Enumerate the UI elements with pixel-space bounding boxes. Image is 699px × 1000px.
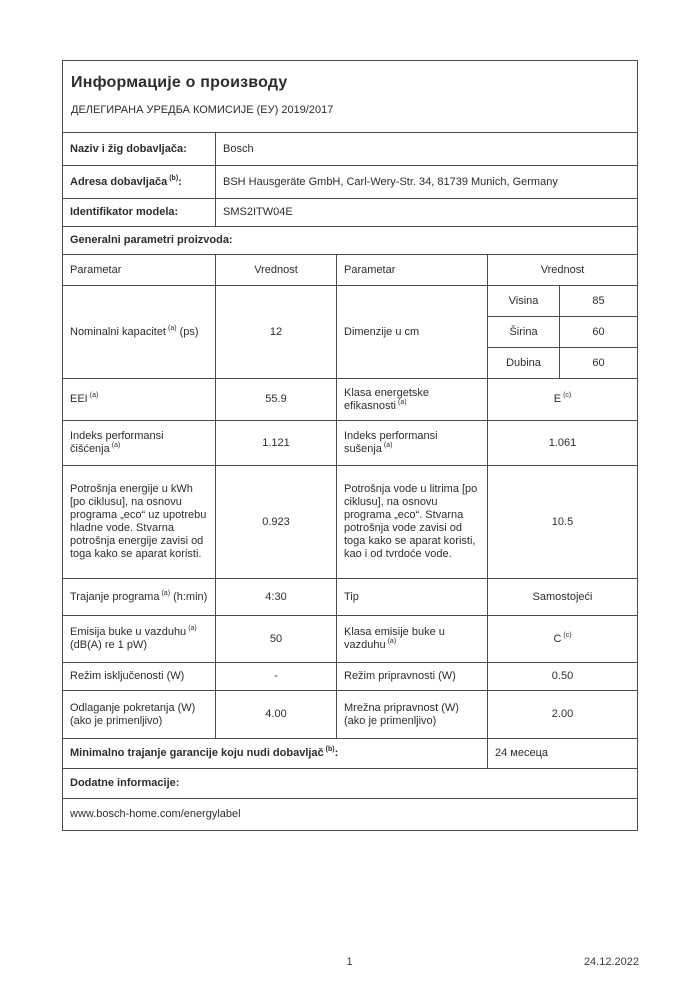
- table-row: [63, 466, 638, 579]
- footnote-marker: (a): [161, 589, 171, 597]
- table-row: [63, 769, 638, 799]
- footnote-marker: (b): [325, 746, 335, 754]
- footnote-marker: (a): [387, 638, 397, 646]
- noise-label: [63, 616, 216, 663]
- standby-value: 0.50: [488, 663, 638, 691]
- table-header-row: [63, 255, 638, 286]
- networked-standby-label: Mrežna pripravnost (W) (ako je primenljivo): [337, 691, 488, 739]
- standby-label: Režim pripravnosti (W): [337, 663, 488, 691]
- programme-duration-label-text: Trajanje programa: [70, 590, 160, 603]
- water-consumption-label: Potrošnja vode u litrima [po ciklusu], na osnovu programa „eco“. Stvarna potrošnja vode zavisi od toga kako se aparat koristi, kao i od tvrdoće vode.: [337, 466, 488, 579]
- document-date: 24.12.2022: [583, 956, 639, 968]
- eei-label-text: EEI: [70, 393, 88, 405]
- column-header-parameter-right: Parametar: [337, 255, 488, 286]
- column-header-value-right: Vrednost: [488, 255, 638, 286]
- cleaning-index-label-text: Indeks performansi čišćenja: [70, 430, 164, 455]
- footnote-marker: (a): [168, 324, 177, 332]
- type-label: Tip: [337, 579, 488, 616]
- table-row: [63, 61, 638, 133]
- programme-duration-label-suffix: (h:min): [170, 590, 208, 603]
- product-information-sheet: [62, 60, 637, 831]
- eei-label: [63, 379, 216, 421]
- dimension-depth-value: 60: [560, 348, 638, 379]
- dimension-depth-label: Dubina: [488, 348, 560, 379]
- water-consumption-value: 10.5: [488, 466, 638, 579]
- table-row: [63, 421, 638, 466]
- additional-info-header: Dodatne informacije:: [63, 769, 638, 799]
- table-row: [63, 199, 638, 227]
- column-header-parameter-left: Parametar: [63, 255, 216, 286]
- footnote-marker: (c): [563, 631, 572, 639]
- programme-duration-value: 4:30: [216, 579, 337, 616]
- capacity-value: 12: [216, 286, 337, 379]
- networked-standby-value: 2.00: [488, 691, 638, 739]
- table-row: [63, 227, 638, 255]
- supplier-address-label: [63, 166, 216, 199]
- table-row: [63, 166, 638, 199]
- dimension-width-label: Širina: [488, 317, 560, 348]
- noise-class-letter: C: [553, 632, 562, 645]
- footnote-marker: (a): [383, 442, 393, 450]
- off-mode-label: Režim isključenosti (W): [63, 663, 216, 691]
- eei-value: 55.9: [216, 379, 337, 421]
- energy-class-label: [337, 379, 488, 421]
- noise-class-value: [488, 616, 638, 663]
- noise-label-text: Emisija buke u vazduhu: [70, 626, 187, 638]
- table-row: [63, 579, 638, 616]
- table-row: [63, 286, 638, 317]
- supplier-address-label-text: Adresa dobavljača: [70, 175, 168, 188]
- drying-index-label-text: Indeks performansi sušenja: [344, 430, 438, 455]
- cleaning-index-label: [63, 421, 216, 466]
- delay-start-label: Odlaganje pokretanja (W) (ako je primenljivo): [63, 691, 216, 739]
- dimension-height-value: 85: [560, 286, 638, 317]
- dimensions-label: Dimenzije u cm: [337, 286, 488, 379]
- regulation-subtitle: ДЕЛЕГИРАНА УРЕДБА КОМИСИЈЕ (ЕУ) 2019/2017: [71, 103, 334, 116]
- supplier-name-value: Bosch: [216, 133, 638, 166]
- type-value: Samostojeći: [488, 579, 638, 616]
- page-number: 1: [346, 956, 353, 968]
- footnote-marker: (b): [169, 174, 179, 182]
- programme-duration-label: [63, 579, 216, 616]
- table-row: [63, 691, 638, 739]
- drying-index-label: [337, 421, 488, 466]
- table-row: [63, 739, 638, 769]
- table-row: [63, 663, 638, 691]
- footnote-marker: (a): [397, 398, 407, 406]
- column-header-value-left: Vrednost: [216, 255, 337, 286]
- energy-class-value: [488, 379, 638, 421]
- guarantee-label: [63, 739, 488, 769]
- drying-index-value: 1.061: [488, 421, 638, 466]
- noise-class-label-text: Klasa emisije buke u vazduhu: [344, 626, 445, 651]
- dimension-height-label: Visina: [488, 286, 560, 317]
- page-title: Информације о производу: [71, 73, 288, 91]
- footnote-marker: (a): [89, 392, 99, 400]
- dimension-width-value: 60: [560, 317, 638, 348]
- table-row: [63, 616, 638, 663]
- delay-start-value: 4.00: [216, 691, 337, 739]
- footnote-marker: (c): [563, 392, 572, 400]
- noise-label-suffix: (dB(A) re 1 pW): [70, 639, 148, 651]
- energy-label-url: www.bosch-home.com/energylabel: [63, 799, 638, 831]
- capacity-label: [63, 286, 216, 379]
- product-info-table: [62, 60, 638, 831]
- model-id-label: Identifikator modela:: [63, 199, 216, 227]
- supplier-address-value: BSH Hausgeräte GmbH, Carl-Wery-Str. 34, 81739 Munich, Germany: [216, 166, 638, 199]
- table-row: [63, 799, 638, 831]
- capacity-label-text: Nominalni kapacitet: [70, 325, 166, 338]
- noise-class-label: [337, 616, 488, 663]
- cleaning-index-value: 1.121: [216, 421, 337, 466]
- general-parameters-header: Generalni parametri proizvoda:: [63, 227, 638, 255]
- capacity-label-suffix: (ps): [176, 325, 199, 338]
- guarantee-value: 24 месеца: [488, 739, 638, 769]
- energy-consumption-label: Potrošnja energije u kWh [po ciklusu], na osnovu programa „eco“ uz upotrebu hladne vode. Stvarna potrošnja energije zavisi od toga kako se aparat koristi.: [63, 466, 216, 579]
- supplier-name-label: Naziv i žig dobavljača:: [63, 133, 216, 166]
- table-row: [63, 379, 638, 421]
- noise-value: 50: [216, 616, 337, 663]
- title-cell: [63, 61, 638, 133]
- footnote-marker: (a): [111, 442, 121, 450]
- energy-consumption-value: 0.923: [216, 466, 337, 579]
- energy-class-letter: E: [553, 393, 562, 405]
- energy-class-label-text: Klasa energetske efikasnosti: [344, 386, 429, 412]
- off-mode-value: -: [216, 663, 337, 691]
- label-colon: :: [334, 747, 339, 759]
- footnote-marker: (a): [188, 625, 197, 633]
- model-id-value: SMS2ITW04E: [216, 199, 638, 227]
- label-colon: :: [178, 175, 182, 188]
- table-row: [63, 133, 638, 166]
- guarantee-label-text: Minimalno trajanje garancije koju nudi dobavljač: [70, 747, 324, 759]
